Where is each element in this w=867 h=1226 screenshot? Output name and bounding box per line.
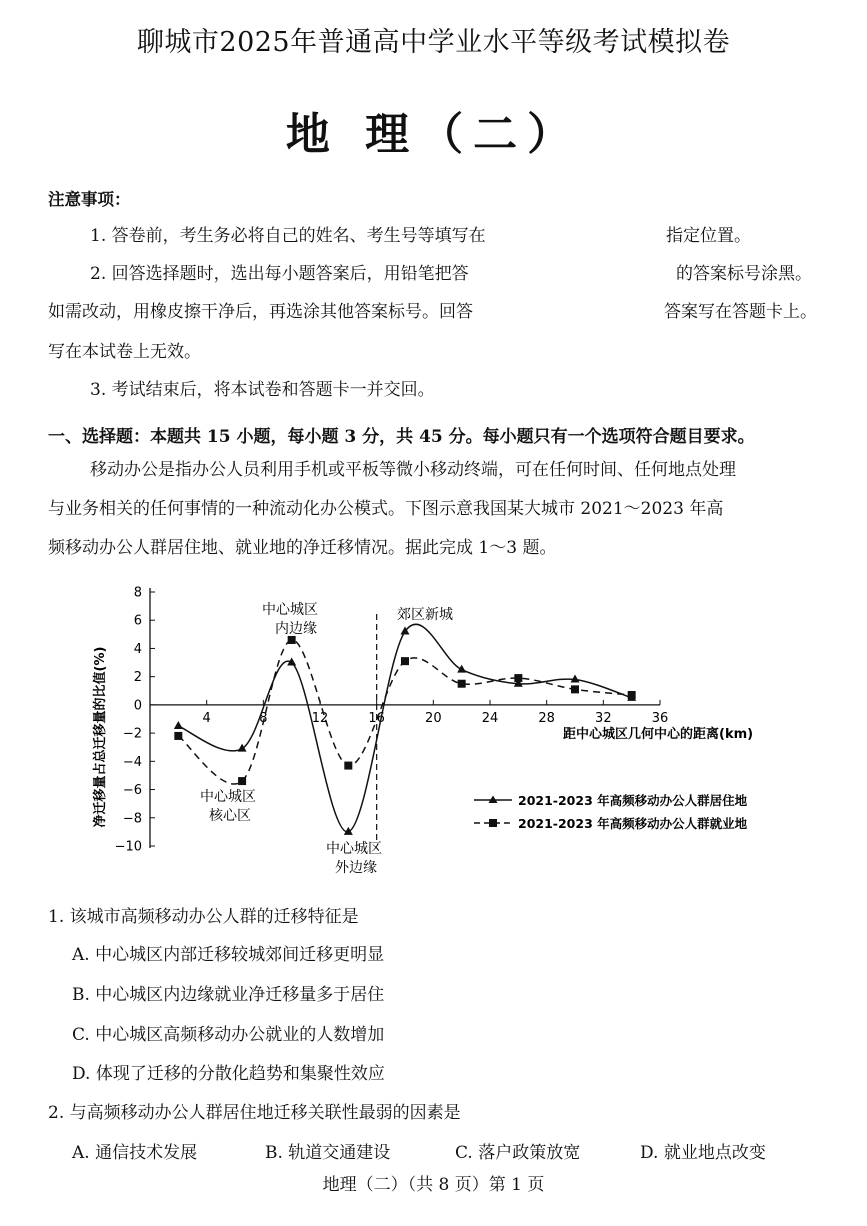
employment-point [401,657,409,665]
notice-line-2b: 的答案标号涂黑。 [676,264,812,284]
question-1-option-a: A. 中心城区内部迁移较城郊间迁移更明显 [72,945,385,965]
question-1-option-c: C. 中心城区高频移动办公就业的人数增加 [72,1025,385,1045]
notice-line-3b: 答案写在答题卡上。 [664,302,817,322]
notice-label: 注意事项： [48,190,131,209]
legend-square-marker [489,819,497,827]
annot-inner-edge-1: 中心城区 [262,602,318,618]
y-tick-label: −8 [122,811,142,827]
x-axis-label: 距中心城区几何中心的距离(km) [563,727,754,742]
y-tick-label: 4 [133,641,142,657]
annot-core-1: 中心城区 [200,789,256,805]
notice-line-1a: 1. 答卷前，考生务必将自己的姓名、考生号等填写在 [90,226,486,246]
employment-point [514,674,522,682]
section-heading: 一、选择题：本题共 15 小题，每小题 3 分，共 45 分。每小题只有一个选项符合题目要求。 [48,427,755,447]
y-tick-label: −4 [122,754,142,770]
notice-line-2a: 2. 回答选择题时，选出每小题答案后，用铅笔把答 [90,264,469,284]
employment-point [458,680,466,688]
annot-inner-edge-2: 内边缘 [275,621,317,637]
question-1-option-b: B. 中心城区内边缘就业净迁移量多于居住 [72,985,385,1005]
migration-chart [0,575,867,895]
notice-line-5: 3. 考试结束后，将本试卷和答题卡一并交回。 [90,380,435,400]
employment-point [288,636,296,644]
question-2-stem: 2. 与高频移动办公人群居住地迁移关联性最弱的因素是 [48,1103,461,1123]
x-tick-label: 16 [368,710,385,726]
y-tick-label: 8 [133,585,142,601]
x-tick-label: 4 [202,710,211,726]
exam-title: 聊城市2025年普通高中学业水平等级考试模拟卷 [136,27,731,58]
x-tick-label: 36 [651,710,669,726]
employment-point [571,685,579,693]
notice-line-1b: 指定位置。 [666,226,751,246]
x-tick-label: 28 [538,710,555,726]
question-2-option-c: C. 落户政策放宽 [455,1143,581,1163]
legend [474,793,748,831]
employment-point [174,732,182,740]
employment-point [344,762,352,770]
notice-line-4: 写在本试卷上无效。 [48,342,201,362]
y-tick-label: 6 [133,613,142,629]
intro-line-3: 频移动办公人群居住地、就业地的净迁移情况。据此完成 1～3 题。 [48,538,557,558]
question-2-option-b: B. 轨道交通建设 [265,1143,391,1163]
intro-line-2: 与业务相关的任何事情的一种流动化办公模式。下图示意我国某大城市 2021～2023 年高 [48,499,724,519]
subject-title: 地 理（二） [285,109,582,160]
x-tick-label: 8 [259,710,268,726]
residence-point [238,744,247,752]
residence-point [174,721,183,729]
y-tick-label: 0 [133,698,142,714]
page-footer: 地理（二）（共 8 页）第 1 页 [322,1175,545,1195]
question-1-option-d: D. 体现了迁移的分散化趋势和集聚性效应 [72,1064,385,1084]
x-tick-label: 24 [481,710,499,726]
employment-point [238,777,246,785]
question-1-stem: 1. 该城市高频移动办公人群的迁移特征是 [48,907,359,927]
notice-line-3a: 如需改动，用橡皮擦干净后，再选涂其他答案标号。回答 [48,302,473,322]
annot-core-2: 核心区 [209,808,251,824]
x-tick-label: 12 [311,710,329,726]
x-tick-label: 20 [425,710,442,726]
annot-outer-edge-1: 中心城区 [326,841,382,857]
question-2-option-a: A. 通信技术发展 [72,1143,198,1163]
y-tick-label: −2 [122,726,142,742]
employment-point [628,691,636,699]
legend-label-residence: 2021-2023 年高频移动办公人群居住地 [518,793,748,808]
question-2-option-d: D. 就业地点改变 [640,1143,766,1163]
y-axis-label: 净迁移量占总迁移量的比值(%) [93,646,108,828]
y-tick-label: −6 [122,783,142,799]
x-tick-label: 32 [595,710,612,726]
annot-suburb: 郊区新城 [397,607,453,623]
legend-label-employment: 2021-2023 年高频移动办公人群就业地 [518,816,748,831]
y-tick-label: −10 [114,839,142,855]
intro-line-1: 移动办公是指办公人员利用手机或平板等微小移动终端，可在任何时间、任何地点处理 [90,460,736,480]
legend-triangle-marker [489,796,498,804]
y-tick-label: 2 [133,670,142,686]
annot-outer-edge-2: 外边缘 [335,860,377,876]
